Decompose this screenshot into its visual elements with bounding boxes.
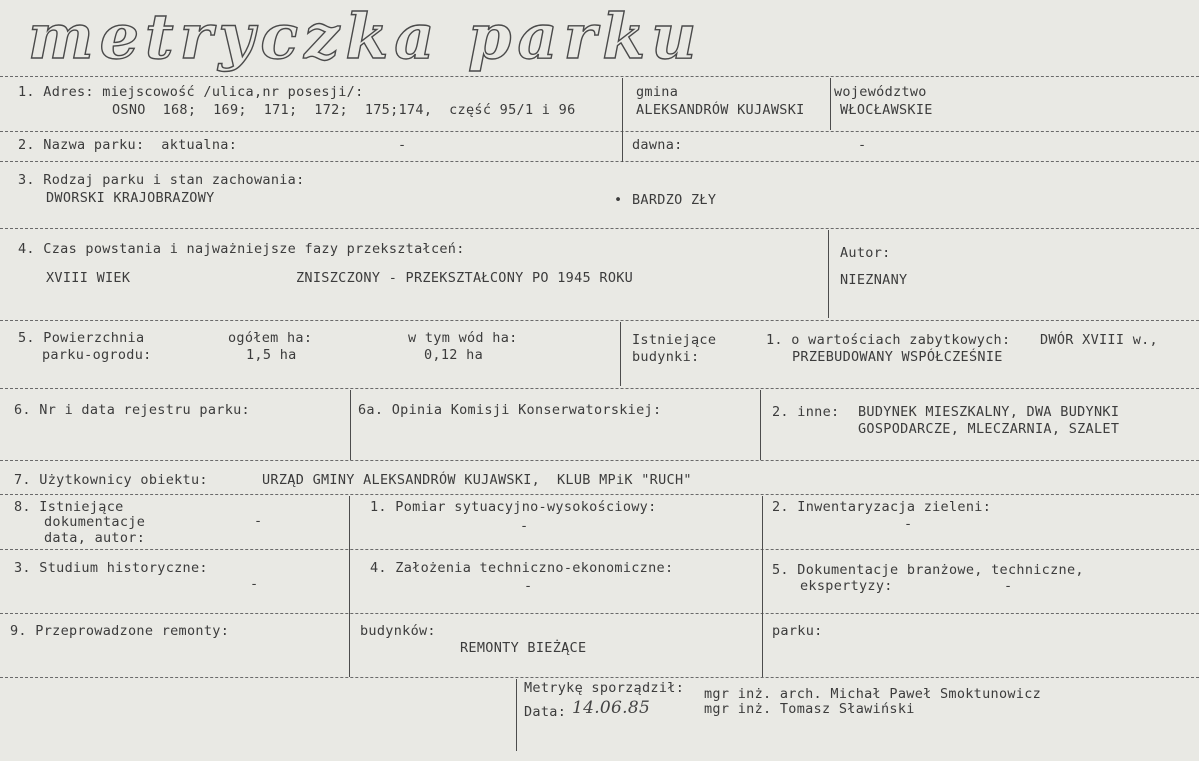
voivodeship-value: WŁOCŁAWSKIE: [840, 102, 933, 118]
area-label: 5. Powierzchnia: [18, 330, 145, 346]
divider: [828, 230, 829, 318]
tech-economic-value: -: [524, 578, 533, 594]
former-name-value: -: [858, 137, 867, 153]
other-buildings-label: 2. inne:: [772, 404, 840, 420]
branch-docs-value: -: [1004, 578, 1013, 594]
divider: [0, 161, 1199, 162]
divider: [350, 390, 351, 460]
total-area-label: ogółem ha:: [228, 330, 313, 346]
park-type-label: 3. Rodzaj parku i stan zachowania:: [18, 172, 305, 188]
author-value: NIEZNANY: [840, 272, 908, 288]
divider: [830, 78, 831, 130]
prepared-by-author-1: mgr inż. arch. Michał Paweł Smoktunowicz: [704, 686, 1042, 702]
divider: [0, 549, 1199, 550]
survey-label: 1. Pomiar sytuacyjno-wysokościowy:: [370, 499, 657, 515]
branch-docs-label-2: ekspertyzy:: [800, 578, 893, 594]
historical-study-value: -: [250, 576, 259, 592]
buildings-renovation-value: REMONTY BIEŻĄCE: [460, 640, 587, 656]
historical-study-label: 3. Studium historyczne:: [14, 560, 208, 576]
area-label-2: parku-ogrodu:: [42, 347, 152, 363]
renovations-label: 9. Przeprowadzone remonty:: [10, 623, 230, 639]
divider: [620, 322, 621, 386]
date-value: 14.06.85: [572, 698, 651, 718]
date-label: Data:: [524, 704, 567, 720]
historic-buildings-label: 1. o wartościach zabytkowych:: [766, 332, 1011, 348]
divider: [0, 677, 1199, 678]
documentation-label-2: dokumentacje: [44, 514, 146, 530]
card-title: metryczka parku: [28, 0, 703, 73]
users-label: 7. Użytkownicy obiektu:: [14, 472, 208, 488]
phases-value: ZNISZCZONY - PRZEKSZTAŁCONY PO 1945 ROKU: [296, 270, 634, 286]
park-name-label: 2. Nazwa parku: aktualna:: [18, 137, 238, 153]
other-buildings-value: BUDYNEK MIESZKALNY, DWA BUDYNKI: [858, 404, 1120, 420]
branch-docs-label: 5. Dokumentacje branżowe, techniczne,: [772, 562, 1084, 578]
survey-value: -: [520, 518, 529, 534]
gmina-value: ALEKSANDRÓW KUJAWSKI: [636, 102, 805, 118]
divider: [0, 494, 1199, 495]
condition-value: BARDZO ZŁY: [632, 192, 717, 208]
documentation-label-3: data, autor:: [44, 530, 146, 546]
divider: [0, 460, 1199, 461]
address-label: 1. Adres: miejscowość /ulica,nr posesji/:: [18, 84, 364, 100]
former-name-label: dawna:: [632, 137, 683, 153]
buildings-label-2: budynki:: [632, 349, 700, 365]
documentation-value: -: [254, 513, 263, 529]
divider: [0, 320, 1199, 321]
address-value: OSNO 168; 169; 171; 172; 175;174, część 95/1 i 96: [112, 102, 576, 118]
users-value: URZĄD GMINY ALEKSANDRÓW KUJAWSKI, KLUB MPiK "RUCH": [262, 472, 692, 488]
author-label: Autor:: [840, 245, 891, 261]
divider: [516, 679, 517, 751]
century-value: XVIII WIEK: [46, 270, 131, 286]
park-renovation-label: parku:: [772, 623, 823, 639]
bullet-dot: •: [614, 192, 623, 208]
water-area-label: w tym wód ha:: [408, 330, 518, 346]
divider: [0, 76, 1199, 77]
buildings-renovation-label: budynków:: [360, 623, 436, 639]
divider: [0, 228, 1199, 229]
other-buildings-value-2: GOSPODARCZE, MLECZARNIA, SZALET: [858, 421, 1120, 437]
divider: [349, 496, 350, 677]
historic-buildings-value: DWÓR XVIII w.,: [1040, 332, 1158, 348]
voivodeship-label: województwo: [834, 84, 927, 100]
divider: [0, 388, 1199, 389]
divider: [0, 613, 1199, 614]
commission-opinion-label: 6a. Opinia Komisji Konserwatorskiej:: [358, 402, 662, 418]
prepared-by-label: Metrykę sporządził:: [524, 680, 685, 696]
divider: [762, 496, 763, 677]
park-name-current-value: -: [398, 137, 407, 153]
greenery-inventory-label: 2. Inwentaryzacja zieleni:: [772, 499, 992, 515]
divider: [760, 390, 761, 460]
tech-economic-label: 4. Założenia techniczno-ekonomiczne:: [370, 560, 674, 576]
park-type-value: DWORSKI KRAJOBRAZOWY: [46, 190, 215, 206]
documentation-label: 8. Istniejące: [14, 499, 124, 515]
water-area-value: 0,12 ha: [424, 347, 483, 363]
prepared-by-author-2: mgr inż. Tomasz Sławiński: [704, 701, 915, 717]
divider: [622, 78, 623, 162]
history-label: 4. Czas powstania i najważniejsze fazy przekształceń:: [18, 241, 465, 257]
buildings-label: Istniejące: [632, 332, 717, 348]
divider: [0, 131, 1199, 132]
historic-buildings-value-2: PRZEBUDOWANY WSPÓŁCZEŚNIE: [792, 349, 1003, 365]
gmina-label: gmina: [636, 84, 679, 100]
total-area-value: 1,5 ha: [246, 347, 297, 363]
greenery-inventory-value: -: [904, 516, 913, 532]
register-label: 6. Nr i data rejestru parku:: [14, 402, 250, 418]
